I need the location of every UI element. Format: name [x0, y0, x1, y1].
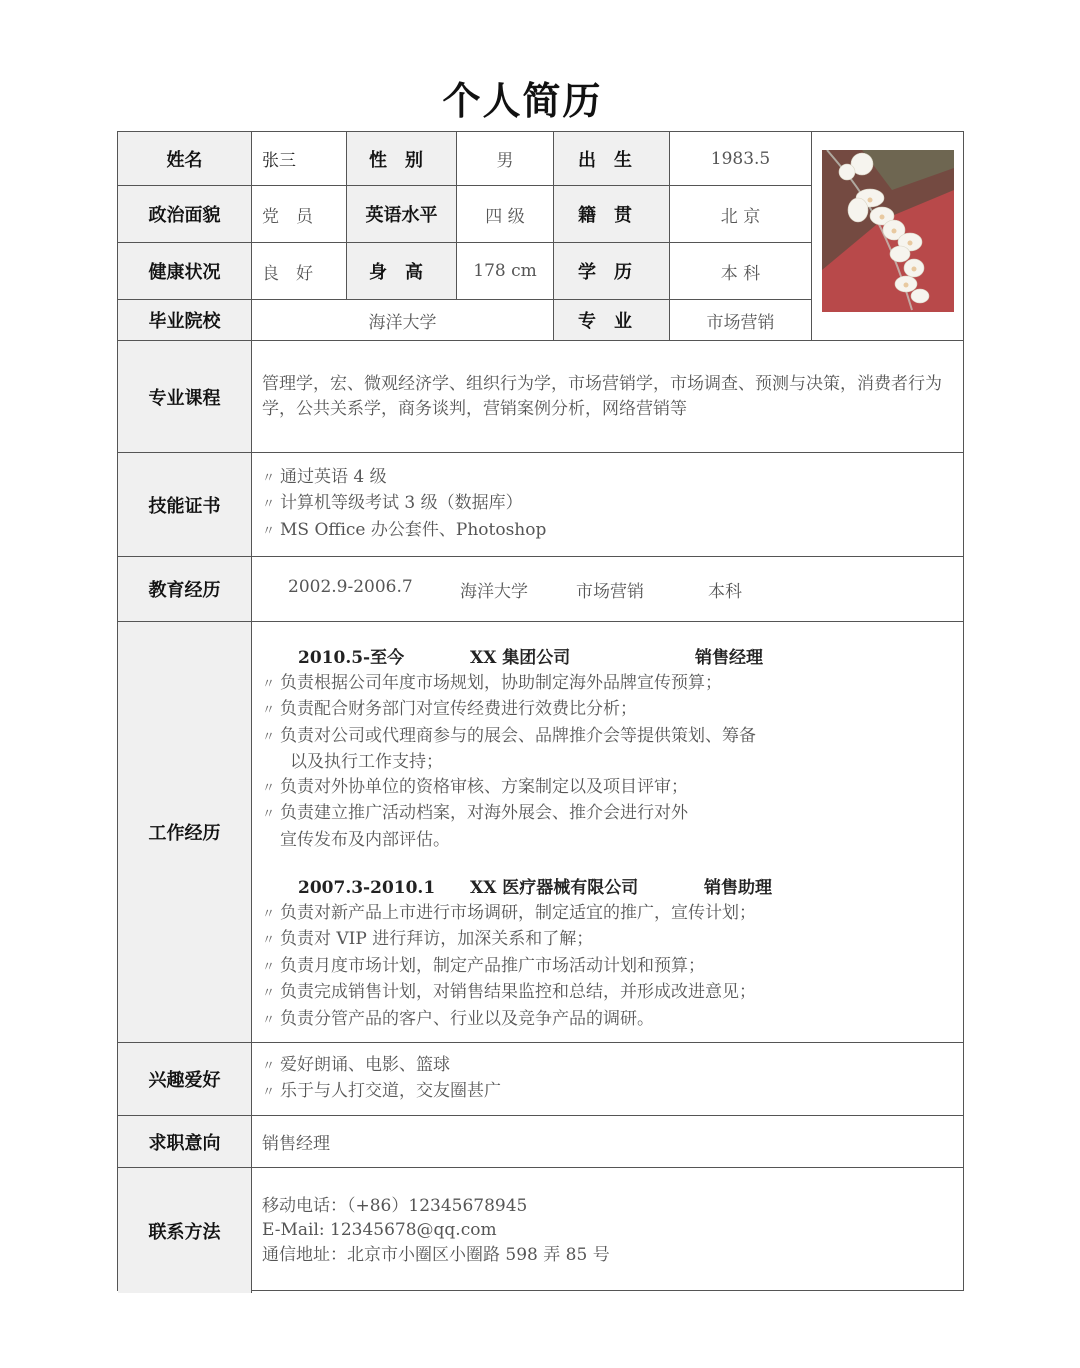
- skills-label: 技能证书: [118, 453, 252, 557]
- bullet-mark: 〃: [262, 703, 276, 718]
- contact-phone: 移动电话：（+86）12345678945: [262, 1195, 528, 1216]
- education-entry: [252, 577, 742, 602]
- duty-continuation: 以及执行工作支持；: [290, 752, 443, 772]
- bullet-mark: 〃: [262, 986, 276, 1001]
- courses-label: 专业课程: [118, 341, 252, 453]
- contact-address: 通信地址：北京市小圈区小圈路 598 弄 85 号: [262, 1244, 610, 1265]
- duty-item: 〃 负责分管产品的客户、行业以及竞争产品的调研。: [262, 1007, 654, 1034]
- school-label: 毕业院校: [118, 300, 252, 341]
- english-label: 英语水平: [347, 186, 457, 243]
- bullet-mark: 〃: [262, 933, 276, 948]
- resume-table: [117, 131, 964, 1291]
- bullet-mark: 〃: [262, 959, 276, 975]
- duty-item: 〃 负责对 VIP 进行拜访，加深关系和了解；: [262, 927, 593, 954]
- job-header: [262, 876, 772, 901]
- duty-item: 〃 负责配合财务部门对宣传经费进行效费比分析；: [262, 697, 637, 724]
- hobbies-label: 兴趣爱好: [118, 1043, 252, 1116]
- edu-value: 本 科: [670, 243, 812, 300]
- major-value: 市场营销: [670, 300, 812, 341]
- job-title: 销售经理: [695, 648, 763, 668]
- skill-item: 〃 MS Office 办公套件、Photoshop: [262, 518, 546, 545]
- politics-value: 党 员: [252, 186, 347, 243]
- bullet-mark: 〃: [262, 1012, 276, 1028]
- bullet-mark: 〃: [262, 729, 276, 745]
- courses-cell: [252, 341, 963, 453]
- gender-label: 性 别: [347, 132, 457, 186]
- skills-cell: [252, 453, 963, 557]
- edu-label: 学 历: [554, 243, 670, 300]
- page-title: 个人简历: [442, 78, 603, 123]
- name-value: 张三: [252, 132, 347, 186]
- job-title: 销售助理: [704, 878, 772, 898]
- duty-item: 〃 负责对公司或代理商参与的展会、品牌推介会等提供策划、筹备: [262, 724, 756, 751]
- bullet-mark: 〃: [262, 497, 276, 513]
- health-label: 健康状况: [118, 243, 252, 300]
- hobbies-cell: [252, 1043, 963, 1116]
- objective-label: 求职意向: [118, 1116, 252, 1168]
- education-period: 2002.9-2006.7: [288, 576, 413, 597]
- duty-item: 〃 负责对新产品上市进行市场调研，制定适宜的推广，宣传计划；: [262, 901, 756, 928]
- gender-value: 男: [457, 132, 554, 186]
- skill-item: 〃 计算机等级考试 3 级（数据库）: [262, 491, 523, 518]
- job-period: 2010.5-至今: [298, 648, 405, 668]
- bullet-mark: 〃: [262, 906, 276, 922]
- objective-value: 销售经理: [252, 1116, 963, 1168]
- education-degree: 本科: [708, 581, 742, 602]
- hobby-item: 〃 爱好朗诵、电影、篮球: [262, 1053, 450, 1080]
- health-value: 良 好: [252, 243, 347, 300]
- photo-cell: [812, 132, 963, 341]
- job-company: XX 集团公司: [470, 648, 571, 668]
- school-value: 海洋大学: [252, 300, 554, 341]
- native-value: 北 京: [670, 186, 812, 243]
- duty-item: 〃 负责建立推广活动档案，对海外展会、推介会进行对外: [262, 801, 688, 828]
- height-label: 身 高: [347, 243, 457, 300]
- contact-cell: [252, 1168, 963, 1293]
- profile-photo: [822, 150, 954, 312]
- education-school: 海洋大学: [460, 581, 528, 602]
- hobby-item: 〃 乐于与人打交道，交友圈甚广: [262, 1079, 501, 1106]
- english-value: 四 级: [457, 186, 554, 243]
- birth-value: 1983.5: [670, 132, 812, 186]
- education-cell: [252, 557, 963, 622]
- job-company: XX 医疗器械有限公司: [470, 878, 639, 898]
- bullet-mark: 〃: [262, 780, 276, 796]
- duty-continuation: 宣传发布及内部评估。: [280, 829, 450, 850]
- duty-item: 〃 负责对外协单位的资格审核、方案制定以及项目评审；: [262, 775, 688, 802]
- bullet-mark: 〃: [262, 1058, 276, 1074]
- work-label: 工作经历: [118, 622, 252, 1043]
- bullet-mark: 〃: [262, 523, 276, 539]
- skill-item: 〃 通过英语 4 级: [262, 465, 387, 492]
- name-label: 姓名: [118, 132, 252, 186]
- major-label: 专 业: [554, 300, 670, 341]
- native-label: 籍 贯: [554, 186, 670, 243]
- politics-label: 政治面貌: [118, 186, 252, 243]
- bullet-mark: 〃: [262, 676, 276, 692]
- job-header: [262, 646, 763, 671]
- birth-label: 出 生: [554, 132, 670, 186]
- bullet-mark: 〃: [262, 470, 276, 486]
- education-major: 市场营销: [576, 581, 644, 602]
- bullet-mark: 〃: [262, 1085, 276, 1100]
- duty-item: 〃 负责根据公司年度市场规划，协助制定海外品牌宣传预算；: [262, 671, 722, 698]
- work-cell: [252, 622, 963, 1043]
- job-period: 2007.3-2010.1: [298, 878, 436, 898]
- contact-email: E-Mail: 12345678@qq.com: [262, 1220, 497, 1241]
- bullet-mark: 〃: [262, 807, 276, 822]
- courses-text: 管理学，宏、微观经济学、组织行为学，市场营销学，市场调查、预测与决策，消费者行为学，公共关系学，商务谈判，营销案例分析，网络营销等: [262, 374, 942, 419]
- contact-label: 联系方法: [118, 1168, 252, 1293]
- duty-item: 〃 负责月度市场计划，制定产品推广市场活动计划和预算；: [262, 954, 705, 981]
- education-label: 教育经历: [118, 557, 252, 622]
- height-value: 178 cm: [457, 243, 554, 300]
- duty-item: 〃 负责完成销售计划，对销售结果监控和总结，并形成改进意见；: [262, 980, 756, 1007]
